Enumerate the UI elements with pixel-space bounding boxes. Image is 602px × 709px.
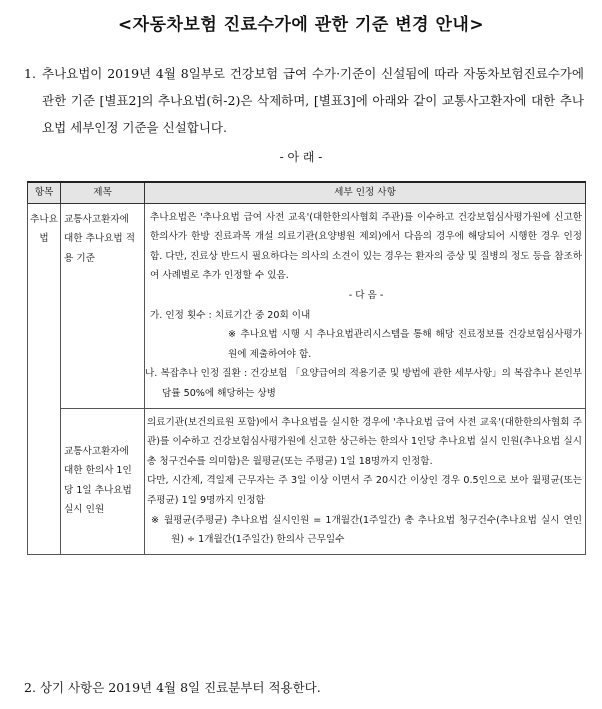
category-cell [28,203,61,554]
document-title: <자동차보험 진료수가에 관한 기준 변경 안내> [117,15,485,35]
detail-note: ※ 추나요법 시행 시 추나요법관리시스템을 통해 해당 진료정보를 건강보험심사평가원에 제출하여야 함. [228,329,582,360]
header-category: 항목 [28,182,61,203]
table-row [28,408,586,554]
row-detail-cell [145,408,586,554]
detail-paragraph: 다만, 시간제, 격일제 근무자는 주 3일 이상 이면서 주 20시간 이상인 경우 0.5인으로 보아 월평균(또는 주평균) 1일 9명까지 인정함 [147,475,582,506]
section-2-number: 2. [24,680,36,695]
arae-heading: - 아 래 - [279,150,323,164]
header-detail: 세부 인정 사항 [145,182,586,203]
row-detail-cell [145,203,586,408]
table-row [28,203,586,408]
criteria-table [27,181,586,555]
detail-paragraph: 의료기관(보건의료원 포함)에서 추나요법을 실시한 경우에 '추나요법 급여 사전 교육'(대한한의사협회 주관)를 이수하고 건강보험심사평가원에 신고한 상근하는 한의사 1인당 추나요법 실시 인원(추나요법 실시 총 청구건수를 의미함)은 월평균(또는 주평균) 1일 18명까지 인정함. [147,416,582,467]
row-title-cell [61,203,145,408]
detail-item: 가. 인정 횟수 : 치료기간 중 20회 이내 [150,309,311,321]
category-label: 추나요법 [30,213,58,245]
header-title: 제목 [61,182,145,203]
section-2 [24,674,321,701]
detail-item: 나. 복잡추나 인정 질환 : 건강보험 「요양급여의 적용기준 및 방법에 관한 세부사항」의 복잡추나 본인부담률 50%에 해당하는 상병 [145,368,582,399]
section-1-number: 1. [24,66,36,81]
row-title-cell [61,408,145,554]
detail-subheading: - 다 음 - [348,289,384,301]
row-title: 교통사고환자에 대한 추나요법 적용 기준 [64,213,135,264]
detail-note: ※ 월평균(주평균) 추나요법 실시인원 = 1개월간(1주일간) 총 추나요법 청구건수(추나요법 실시 연인원) ÷ 1개월간(1주일간) 한의사 근무일수 [151,514,582,546]
detail-paragraph: 추나요법은 '추나요법 급여 사전 교육'(대한한의사협회 주관)를 이수하고 건강보험심사평가원에 신고한 한의사가 한방 진료과목 개설 의료기관(요양병원 제외)에서 다음의 경우에 해당되어 시행한 경우 인정함. 다만, 진료상 반드시 필요하다는 의사의 소견이 있는 경우는 환자의 증상 및 질병의 정도 등을 참조하여 사례별로 추가 인정할 수 있음. [150,211,582,282]
section-1 [24,60,584,141]
section-1-text: 추나요법이 2019년 4월 8일부로 건강보험 급여 수가·기준이 신설됨에 따라 자동차보험진료수가에 관한 기준 [별표2]의 추나요법(허-2)은 삭제하며, [별표3]에 아래와 같이 교통사고환자에 대한 추나요법 세부인정 기준을 신설합니다. [42,66,584,135]
row-title: 교통사고환자에 대한 한의사 1인당 1일 추나요법 실시 인원 [64,445,132,516]
section-2-text: 상기 사항은 2019년 4월 8일 진료분부터 적용한다. [39,680,321,695]
table-header-row [28,182,586,203]
